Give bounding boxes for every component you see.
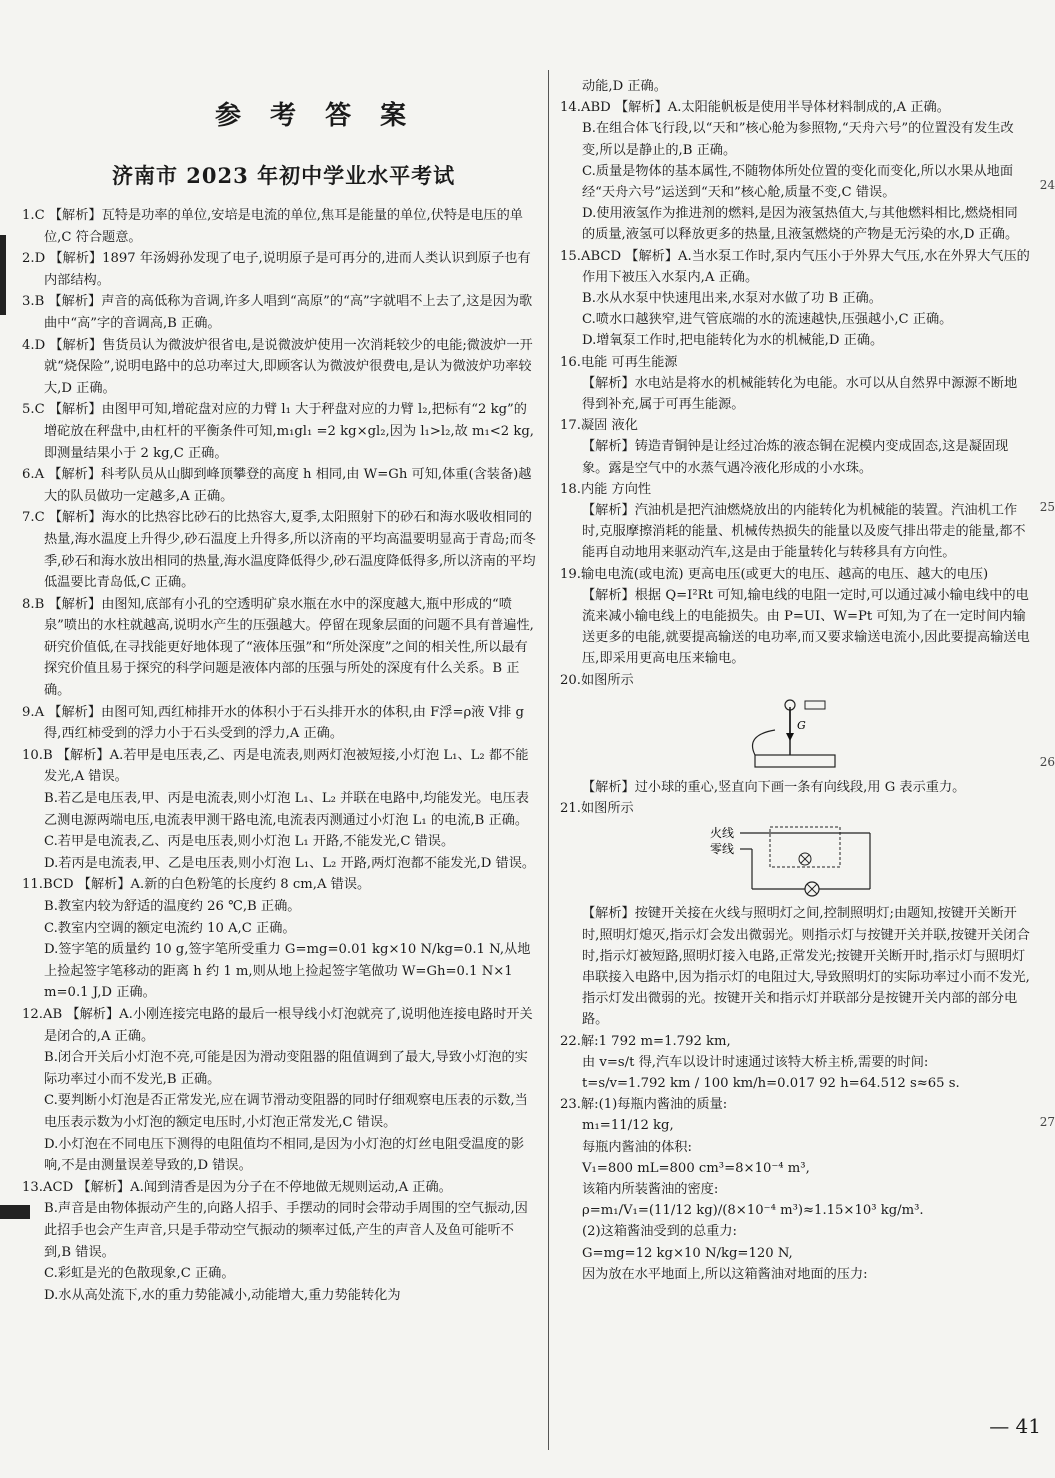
right-column: [560, 76, 1030, 1285]
answer-16-analysis: 【解析】水电站是将水的机械能转化为电能。水可以从自然界中源源不断地得到补充,属于可再生能源。: [582, 375, 1018, 413]
side-number-26: 26: [1039, 755, 1055, 769]
answer-23-gravity-title: (2)这箱酱油受到的总重力:: [582, 1224, 737, 1240]
answer-17: 17.凝固 液化: [560, 418, 638, 434]
answer-4: 4.D 【解析】售货员认为微波炉很省电,是说微波炉使用一次消耗较少的电能;微波炉一开就“烧保险”,说明电路中的总功率过大,即顾客认为微波炉很费电,是认为微波炉功率较大,D 正确。: [22, 337, 533, 396]
exam-subtitle: 济南市 2023 年初中学业水平考试: [112, 163, 456, 188]
answer-14: 14.ABD 【解析】A.太阳能帆板是使用半导体材料制成的,A 正确。: [560, 100, 950, 116]
answer-23-pressure: 因为放在水平地面上,所以这箱酱油对地面的压力:: [582, 1266, 868, 1282]
side-number-24: 24: [1039, 178, 1055, 192]
answer-22-line3: t=s/v=1.792 km / 100 km/h=0.017 92 h=64.512 s≈65 s.: [582, 1075, 960, 1091]
answer-22-line2: 由 v=s/t 得,汽车以设计时速通过该特大桥主桥,需要的时间:: [582, 1054, 929, 1070]
answer-5: 5.C 【解析】由图甲可知,增砣盘对应的力臂 l₁ 大于秤盘对应的力臂 l₂,把标有“2 kg”的增砣放在秤盘中,由杠杆的平衡条件可知,m₁gl₁ =2 kg×gl₂,因为 l₁>l₂,故 m₁<2 kg,即测量结果小于 2 kg,C 正确。: [22, 402, 534, 461]
answer-15-d: D.增氧泵工作时,把电能转化为水的机械能,D 正确。: [582, 333, 884, 349]
side-number-27: 27: [1039, 1115, 1055, 1129]
answer-11-b: B.教室内较为舒适的温度约 26 ℃,B 正确。: [44, 899, 301, 914]
neutral-wire-label: 零线: [710, 842, 735, 857]
answer-1: 1.C 【解析】瓦特是功率的单位,安培是电流的单位,焦耳是能量的单位,伏特是电压的单位,C 符合题意。: [22, 208, 523, 245]
answer-12-d: D.小灯泡在不同电压下测得的电阻值均不相同,是因为小灯泡的灯丝电阻受温度的影响,不是由测量误差导致的,D 错误。: [44, 1136, 525, 1174]
answer-20-analysis: 【解析】过小球的重心,竖直向下画一条有向线段,用 G 表示重力。: [582, 779, 966, 795]
answer-14-b: B.在组合体飞行段,以“天和”核心舱为参照物,“天舟六号”的位置没有发生改变,所以是静止的,B 正确。: [582, 121, 1014, 158]
answer-23-volume: V₁=800 mL=800 cm³=8×10⁻⁴ m³,: [582, 1160, 810, 1176]
answer-19: 19.输电电流(或电流) 更高电压(或更大的电压、越高的电压、越大的电压): [560, 566, 989, 582]
answer-10-c: C.若甲是电流表,乙、丙是电压表,则小灯泡 L₁ 开路,不能发光,C 错误。: [44, 834, 455, 850]
live-wire-label: 火线: [710, 826, 735, 841]
answer-15-c: C.喷水口越狭窄,进气管底端的水的流速越快,压强越小,C 正确。: [582, 312, 953, 328]
answer-21-analysis: 【解析】按键开关接在火线与照明灯之间,控制照明灯;由题知,按键开关断开时,照明灯熄灭,指示灯会发出微弱光。则指示灯与按键开关并联,按键开关闭合时,指示灯被短路,照明灯接入电路,正常发光;按键开关断开时,指示灯与照明灯串联接入电路中,因为指示灯的电阻过大,导致照明灯的实际功率过小而不发光,指示灯发出微弱的光。按键开关和指示灯并联部分是按键开关内部的部分电路。: [582, 906, 1030, 1028]
page-number: — 41: [989, 1414, 1041, 1438]
answer-7: 7.C 【解析】海水的比热容比砂石的比热容大,夏季,太阳照射下的砂石和海水吸收相同的热量,海水温度上升得少,砂石温度上升得多,所以济南的平均高温要明显高于青岛;而冬季,砂石和海水放出相同的热量,海水温度降低得少,砂石温度降低得多,所以济南的平均低温要比青岛低,C 正确。: [22, 510, 536, 591]
answer-22: 22.解:1 792 m=1.792 km,: [560, 1033, 731, 1049]
side-number-25: 25: [1039, 500, 1055, 514]
answer-20: 20.如图所示: [560, 672, 634, 688]
answer-23-density-title: 该箱内所装酱油的密度:: [582, 1181, 719, 1197]
answer-15: 15.ABCD 【解析】A.当水泵工作时,泵内气压小于外界大气压,水在外界大气压的作用下被压入水泵内,A 正确。: [560, 248, 1030, 285]
answer-21: 21.如图所示: [560, 801, 634, 817]
answer-23-gravity: G=mg=12 kg×10 N/kg=120 N,: [582, 1245, 793, 1261]
answer-23-mass: m₁=11/12 kg,: [582, 1118, 674, 1134]
answer-23-density: ρ=m₁/V₁=(11/12 kg)/(8×10⁻⁴ m³)≈1.15×10³ kg/m³.: [582, 1203, 924, 1219]
column-divider: [548, 70, 549, 1450]
answer-2: 2.D 【解析】1897 年汤姆孙发现了电子,说明原子是可再分的,进而人类认识到原子也有内部结构。: [22, 251, 531, 288]
answer-16: 16.电能 可再生能源: [560, 354, 678, 370]
answer-13: 13.ACD 【解析】A.闻到清香是因为分子在不停地做无规则运动,A 正确。: [22, 1179, 452, 1195]
answer-11-d: D.签字笔的质量约 10 g,签字笔所受重力 G=mg=0.01 kg×10 N/kg=0.1 N,从地上捡起签字笔移动的距离 h 约 1 m,则从地上捡起签字笔做功 W=Gh=0.1 N×1 m=0.1 J,D 正确。: [44, 942, 531, 1001]
answer-14-c: C.质量是物体的基本属性,不随物体所处位置的变化而变化,所以水果从地面经“天舟六号”运送到“天和”核心舱,质量不变,C 错误。: [582, 163, 1014, 201]
answer-13-b: B.声音是由物体振动产生的,向路人招手、手摆动的同时会带动手周围的空气振动,因此招手也会产生声音,只是手带动空气振动的频率过低,产生的声音人及鱼可能听不到,B 错误。: [44, 1201, 528, 1260]
answer-6: 6.A 【解析】科考队员从山脚到峰顶攀登的高度 h 相同,由 W=Gh 可知,体重(含装备)越大的队员做功一定越多,A 正确。: [22, 467, 532, 504]
answer-18: 18.内能 方向性: [560, 481, 652, 497]
answer-10-d: D.若丙是电流表,甲、乙是电压表,则小灯泡 L₁、L₂ 开路,两灯泡都不能发光,D 错误。: [44, 855, 536, 871]
gravity-figure: [735, 695, 855, 773]
answer-12-b: B.闭合开关后小灯泡不亮,可能是因为滑动变阻器的阻值调到了最大,导致小灯泡的实际功率过小而不发光,B 正确。: [44, 1050, 528, 1087]
answer-9: 9.A 【解析】由图可知,西红柿排开水的体积小于石头排开水的体积,由 F浮=ρ液 V排 g 得,西红柿受到的浮力小于石头受到的浮力,A 正确。: [22, 704, 524, 742]
answer-14-d: D.使用液氢作为推进剂的燃料,是因为液氢热值大,与其他燃料相比,燃烧相同的质量,液氢可以释放更多的热量,且液氢燃烧的产物是无污染的水,D 正确。: [582, 206, 1019, 243]
answer-10-b: B.若乙是电压表,甲、丙是电流表,则小灯泡 L₁、L₂ 并联在电路中,均能发光。电压表乙测电源两端电压,电流表甲测干路电流,电流表丙测通过小灯泡 L₁ 的电流,B 正确。: [44, 791, 529, 828]
answer-11-c: C.教室内空调的额定电流约 10 A,C 正确。: [44, 920, 296, 936]
answer-17-analysis: 【解析】铸造青铜钟是让经过冶炼的液态铜在泥模内变成固态,这是凝固现象。露是空气中的水蒸气遇冷液化形成的小水珠。: [582, 439, 1009, 476]
circuit-figure: [710, 823, 880, 899]
left-margin-mark-top: [0, 235, 6, 315]
answer-12: 12.AB 【解析】A.小刚连接完电路的最后一根导线小灯泡就亮了,说明他连接电路时开关是闭合的,A 正确。: [22, 1006, 533, 1044]
answer-13-cont: 动能,D 正确。: [582, 79, 667, 94]
answer-12-c: C.要判断小灯泡是否正常发光,应在调节滑动变阻器的同时仔细观察电压表的示数,当电压表示数为小灯泡的额定电压时,小灯泡正常发光,C 错误。: [44, 1093, 528, 1130]
answer-23-volume-title: 每瓶内酱油的体积:: [582, 1139, 692, 1155]
answer-8: 8.B 【解析】由图知,底部有小孔的空透明矿泉水瓶在水中的深度越大,瓶中形成的“喷泉”喷出的水柱就越高,说明水产生的压强越大。停留在现象层面的问题不具有普遍性,研究价值低,在寻找能更好地体现了“液体压强”和“所处深度”之间的相关性,所以最有探究价值且易于探究的科学问题是液体内部的压强与所处的深度有什么关系。B 正确。: [22, 596, 534, 699]
answer-15-b: B.水从水泵中快速甩出来,水泵对水做了功 B 正确。: [582, 291, 882, 307]
answer-19-analysis: 【解析】根据 Q=I²Rt 可知,输电线的电阻一定时,可以通过减小输电线中的电流来减小输电线上的电能损失。由 P=UI、W=Pt 可知,为了在一定时间内输送更多的电能,就要提高输送的电功率,而又要求输送电流小,因此要提高输送电压,即采用更高电压来输电。: [582, 587, 1030, 667]
answer-11: 11.BCD 【解析】A.新的白色粉笔的长度约 8 cm,A 错误。: [22, 877, 371, 893]
answer-23: 23.解:(1)每瓶内酱油的质量:: [560, 1097, 728, 1113]
left-column: [22, 205, 537, 1306]
page-title: 参 考 答 案: [215, 101, 417, 131]
answer-13-c: C.彩虹是光的色散现象,C 正确。: [44, 1266, 235, 1282]
answer-3: 3.B 【解析】声音的高低称为音调,许多人唱到“高原”的“高”字就唱不上去了,这是因为歌曲中“高”字的音调高,B 正确。: [22, 294, 533, 331]
answer-18-analysis: 【解析】汽油机是把汽油燃烧放出的内能转化为机械能的装置。汽油机工作时,克服摩擦消耗的能量、机械传热损失的能量以及废气排出带走的能量,都不能再自动地用来驱动汽车,这是由于能量转化与转移具有方向性。: [582, 503, 1026, 561]
answer-13-d: D.水从高处流下,水的重力势能减小,动能增大,重力势能转化为: [44, 1287, 401, 1303]
gravity-label: G: [797, 718, 806, 732]
answer-10: 10.B 【解析】A.若甲是电压表,乙、丙是电流表,则两灯泡被短接,小灯泡 L₁、L₂ 都不能发光,A 错误。: [22, 747, 529, 785]
